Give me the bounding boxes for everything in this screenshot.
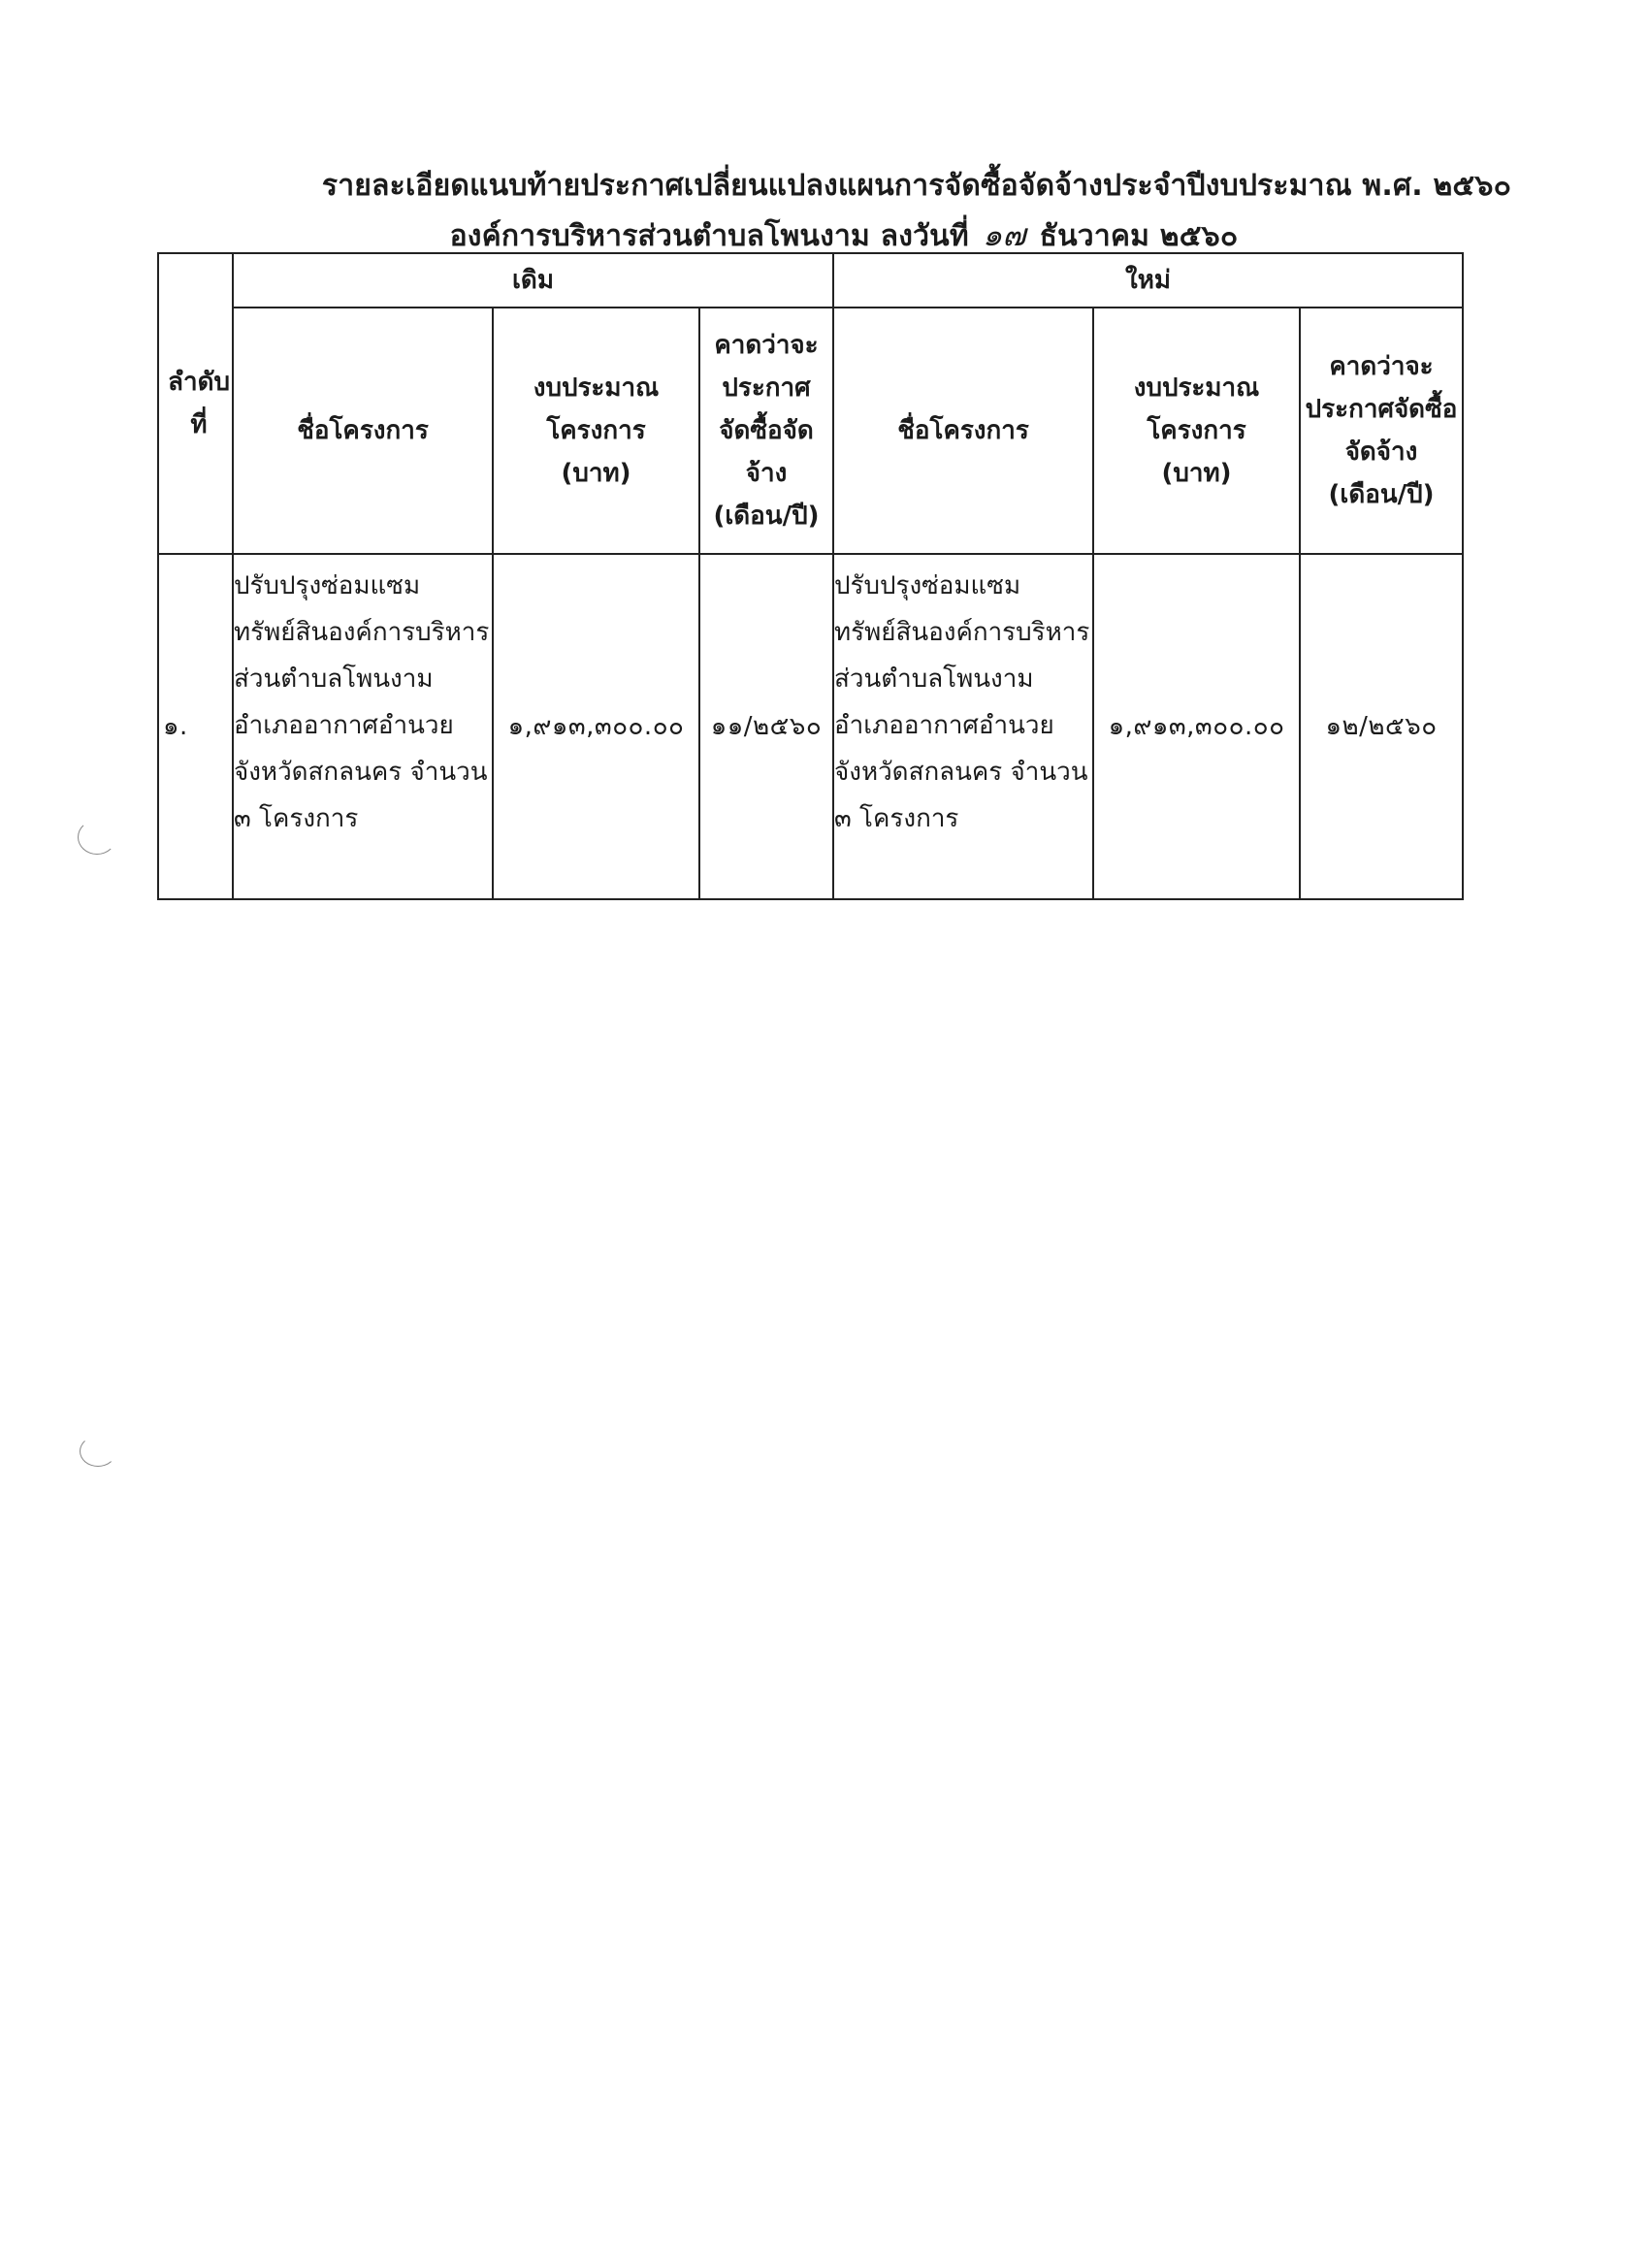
new-budget-value: ๑,๙๑๓,๓๐๐.๐๐ — [1093, 554, 1300, 899]
old-budget-value: ๑,๙๑๓,๓๐๐.๐๐ — [493, 554, 699, 899]
new-project-name-header: ชื่อโครงการ — [833, 308, 1093, 554]
procurement-plan-table — [157, 252, 1464, 900]
order-header: ลำดับที่ — [158, 253, 233, 554]
group-header-row — [158, 253, 1463, 308]
group-header-new: ใหม่ — [833, 253, 1463, 308]
new-expected-header: คาดว่าจะประกาศจัดซื้อจัดจ้าง (เดือน/ปี) — [1300, 308, 1463, 554]
column-header-row — [158, 308, 1463, 554]
group-header-old: เดิม — [233, 253, 833, 308]
handwritten-day: ๑๗ — [982, 216, 1026, 253]
scan-artifact-mark — [78, 820, 116, 855]
old-budget-header: งบประมาณโครงการ (บาท) — [493, 308, 699, 554]
subtitle-prefix: องค์การบริหารส่วนตำบลโพนงาม ลงวันที่ — [449, 219, 969, 253]
scan-artifact-mark — [80, 1436, 116, 1467]
subtitle-suffix: ธันวาคม ๒๕๖๐ — [1039, 219, 1239, 253]
table-row — [158, 554, 1463, 899]
document-title: รายละเอียดแนบท้ายประกาศเปลี่ยนแปลงแผนการจัดซื้อจัดจ้างประจำปีงบประมาณ พ.ศ. ๒๕๖๐ — [321, 169, 1512, 203]
row-order: ๑. — [158, 554, 233, 899]
new-expected-value: ๑๒/๒๕๖๐ — [1300, 554, 1463, 899]
new-budget-header: งบประมาณโครงการ (บาท) — [1093, 308, 1300, 554]
old-project-name-header: ชื่อโครงการ — [233, 308, 493, 554]
old-project-name: ปรับปรุงซ่อมแซมทรัพย์สินองค์การบริหารส่วนตำบลโพนงาม อำเภออากาศอำนวย จังหวัดสกลนคร จำนวน ๓ โครงการ — [233, 554, 493, 899]
old-expected-header: คาดว่าจะประกาศจัดซื้อจัดจ้าง (เดือน/ปี) — [699, 308, 833, 554]
old-expected-value: ๑๑/๒๕๖๐ — [699, 554, 833, 899]
new-project-name: ปรับปรุงซ่อมแซมทรัพย์สินองค์การบริหารส่วนตำบลโพนงาม อำเภออากาศอำนวย จังหวัดสกลนคร จำนวน ๓ โครงการ — [833, 554, 1093, 899]
